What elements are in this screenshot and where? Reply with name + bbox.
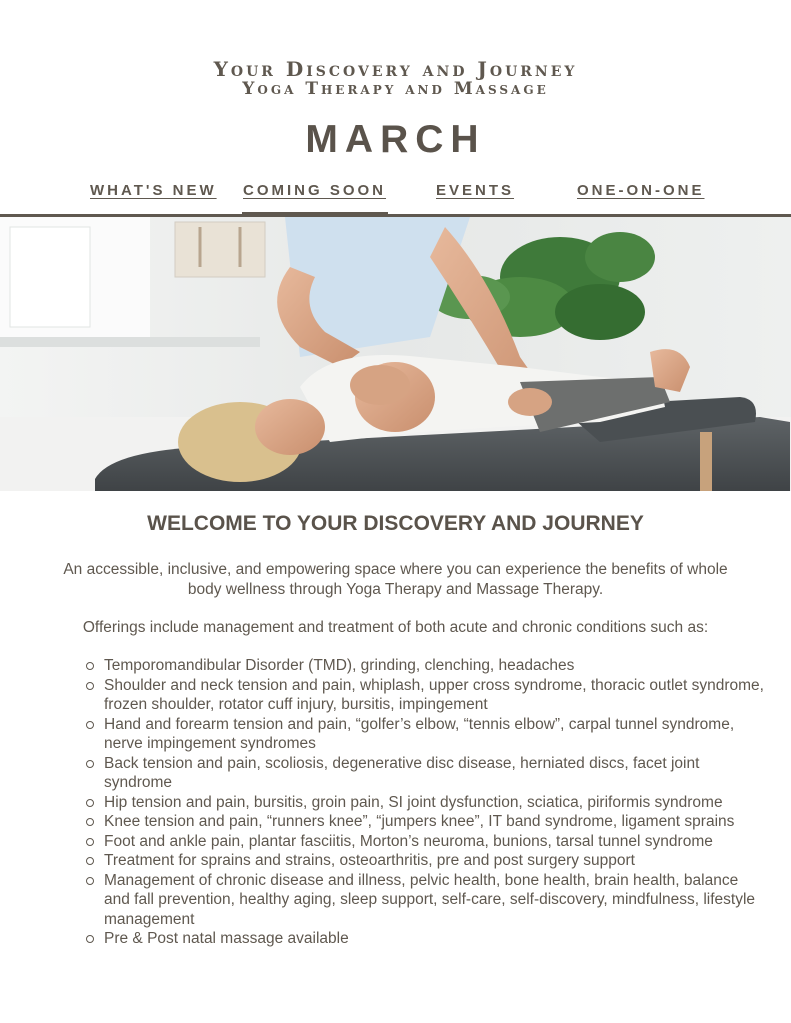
list-item-text: Hand and forearm tension and pain, “golfer’s elbow, “tennis elbow”, carpal tunnel syndrome, nerve impingement syndromes <box>104 715 735 752</box>
site-title: Your Discovery and Journey <box>213 57 578 81</box>
list-item-text: Back tension and pain, scoliosis, degenerative disc disease, herniated discs, facet joint syndrome <box>104 754 700 791</box>
circle-bullet-icon <box>86 857 94 865</box>
circle-bullet-icon <box>86 760 94 768</box>
circle-bullet-icon <box>86 935 94 943</box>
nav-coming-soon[interactable]: COMING SOON <box>243 182 387 199</box>
main-nav <box>0 182 791 208</box>
list-item-text: Management of chronic disease and illness, pelvic health, bone health, brain health, balance and fall prevention, healthy aging, sleep support, self-care, self-discovery, mindfulness, lifestyle management <box>104 871 756 928</box>
list-item <box>84 793 764 813</box>
site-subtitle: Yoga Therapy and Massage <box>242 79 549 99</box>
list-item-text: Shoulder and neck tension and pain, whiplash, upper cross syndrome, thoracic outlet syndrome, frozen shoulder, rotator cuff injury, bursitis, impingement <box>104 676 764 713</box>
list-item <box>84 656 764 676</box>
massage-therapy-photo <box>0 217 791 491</box>
circle-bullet-icon <box>86 682 94 690</box>
circle-bullet-icon <box>86 662 94 670</box>
nav-events[interactable]: EVENTS <box>436 182 515 199</box>
list-item <box>84 929 764 949</box>
nav-whats-new[interactable]: WHAT'S NEW <box>90 182 217 199</box>
list-item-text: Hip tension and pain, bursitis, groin pain, SI joint dysfunction, sciatica, piriformis syndrome <box>104 793 723 811</box>
list-item <box>84 812 764 832</box>
list-item <box>84 676 764 715</box>
hero-image <box>0 217 791 491</box>
month-heading: MARCH <box>305 118 486 161</box>
list-item-text: Foot and ankle pain, plantar fasciitis, Morton’s neuroma, bunions, tarsal tunnel syndrome <box>104 832 713 850</box>
list-item <box>84 754 764 793</box>
conditions-list <box>84 656 764 949</box>
circle-bullet-icon <box>86 838 94 846</box>
list-item-text: Pre & Post natal massage available <box>104 930 349 947</box>
list-item <box>84 851 764 871</box>
intro-text: An accessible, inclusive, and empowering space where you can experience the benefits of whole body wellness through Yoga Therapy and Massage Therapy. <box>63 561 728 598</box>
list-item-text: Knee tension and pain, “runners knee”, “jumpers knee”, IT band syndrome, ligament sprains <box>104 813 735 830</box>
list-item <box>84 832 764 852</box>
list-item <box>84 871 764 930</box>
list-item-text: Treatment for sprains and strains, osteoarthritis, pre and post surgery support <box>104 852 635 869</box>
list-item <box>84 715 764 754</box>
welcome-title: WELCOME TO YOUR DISCOVERY AND JOURNEY <box>147 512 644 535</box>
list-item-text: Temporomandibular Disorder (TMD), grinding, clenching, headaches <box>104 657 575 674</box>
offerings-intro: Offerings include management and treatment of both acute and chronic conditions such as: <box>82 619 709 636</box>
circle-bullet-icon <box>86 818 94 826</box>
circle-bullet-icon <box>86 799 94 807</box>
circle-bullet-icon <box>86 877 94 885</box>
circle-bullet-icon <box>86 721 94 729</box>
nav-one-on-one[interactable]: ONE-ON-ONE <box>577 182 705 199</box>
